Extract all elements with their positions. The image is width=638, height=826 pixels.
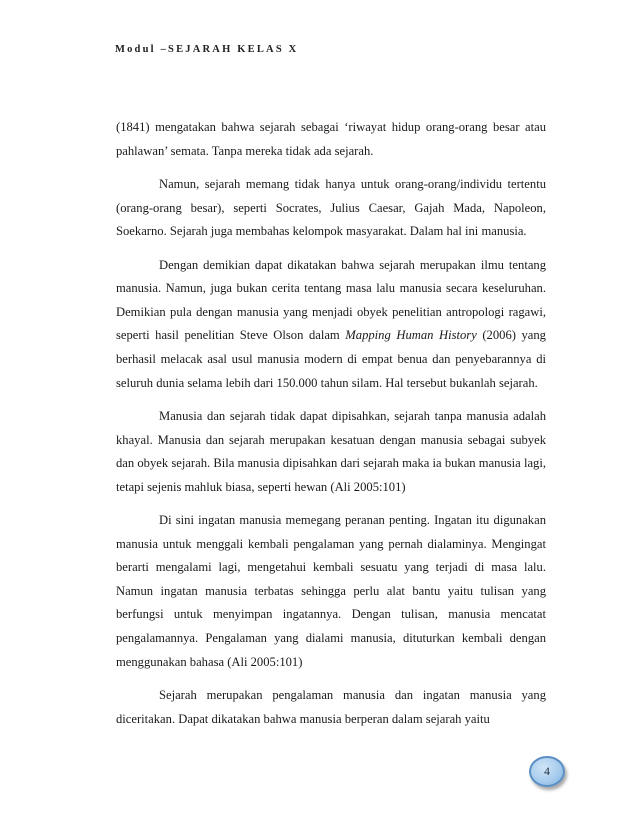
paragraph-text: (2006) yang berhasil melacak asal usul manusia modern di empat benua dan penyebarannya di seluruh dunia selama lebih dari 150.000 tahun silam. Hal tersebut bukanlah sejarah.	[116, 328, 546, 390]
body-text	[116, 116, 546, 731]
paragraph-dengan-demikian	[116, 254, 546, 396]
paragraph-ingatan: Di sini ingatan manusia memegang peranan penting. Ingatan itu digunakan manusia untuk menggali kembali pengalaman yang pernah dialaminya. Mengingat berarti mengalami lagi, mengetahui kembali sesuatu yang terjadi di masa lalu. Namun ingatan manusia terbatas sehingga perlu alat bantu yaitu tulisan yang berfungsi untuk menyimpan ingatannya. Dengan tulisan, manusia mencatat pengalamannya. Pengalaman yang dialami manusia, dituturkan kembali dengan menggunakan bahasa (Ali 2005:101)	[116, 513, 546, 669]
book-title: Mapping Human History	[345, 328, 477, 343]
running-header: Modul –SEJARAH KELAS X	[115, 44, 299, 55]
paragraph-namun: Namun, sejarah memang tidak hanya untuk orang-orang/individu tertentu (orang-orang besar), seperti Socrates, Julius Caesar, Gajah Mada, Napoleon, Soekarno. Sejarah juga membahas kelompok masyarakat. Dalam hal ini manusia.	[116, 176, 546, 239]
paragraph-text: Dengan demikian dapat dikatakan bahwa sejarah merupakan ilmu tentang manusia. Namun, juga bukan cerita tentang masa lalu manusia secara keseluruhan. Demikian pula dengan manusia yang menjadi obyek penelitian antropologi ragawi, seperti hasil penelitian Steve Olson dalam	[116, 257, 546, 343]
page-number-badge: 4	[529, 756, 565, 787]
paragraph-sejarah-pengalaman: Sejarah merupakan pengalaman manusia dan ingatan manusia yang diceritakan. Dapat dikatakan bahwa manusia berperan dalam sejarah yaitu	[116, 688, 546, 726]
paragraph-continuation: (1841) mengatakan bahwa sejarah sebagai ‘riwayat hidup orang-orang besar atau pahlawan’ semata. Tanpa mereka tidak ada sejarah.	[116, 120, 546, 158]
paragraph-manusia-dan-sejarah: Manusia dan sejarah tidak dapat dipisahkan, sejarah tanpa manusia adalah khayal. Manusia dan sejarah merupakan kesatuan dengan manusia sebagai subyek dan obyek sejarah. Bila manusia dipisahkan dari sejarah maka ia bukan manusia lagi, tetapi sejenis mahluk biasa, seperti hewan (Ali 2005:101)	[116, 408, 546, 494]
